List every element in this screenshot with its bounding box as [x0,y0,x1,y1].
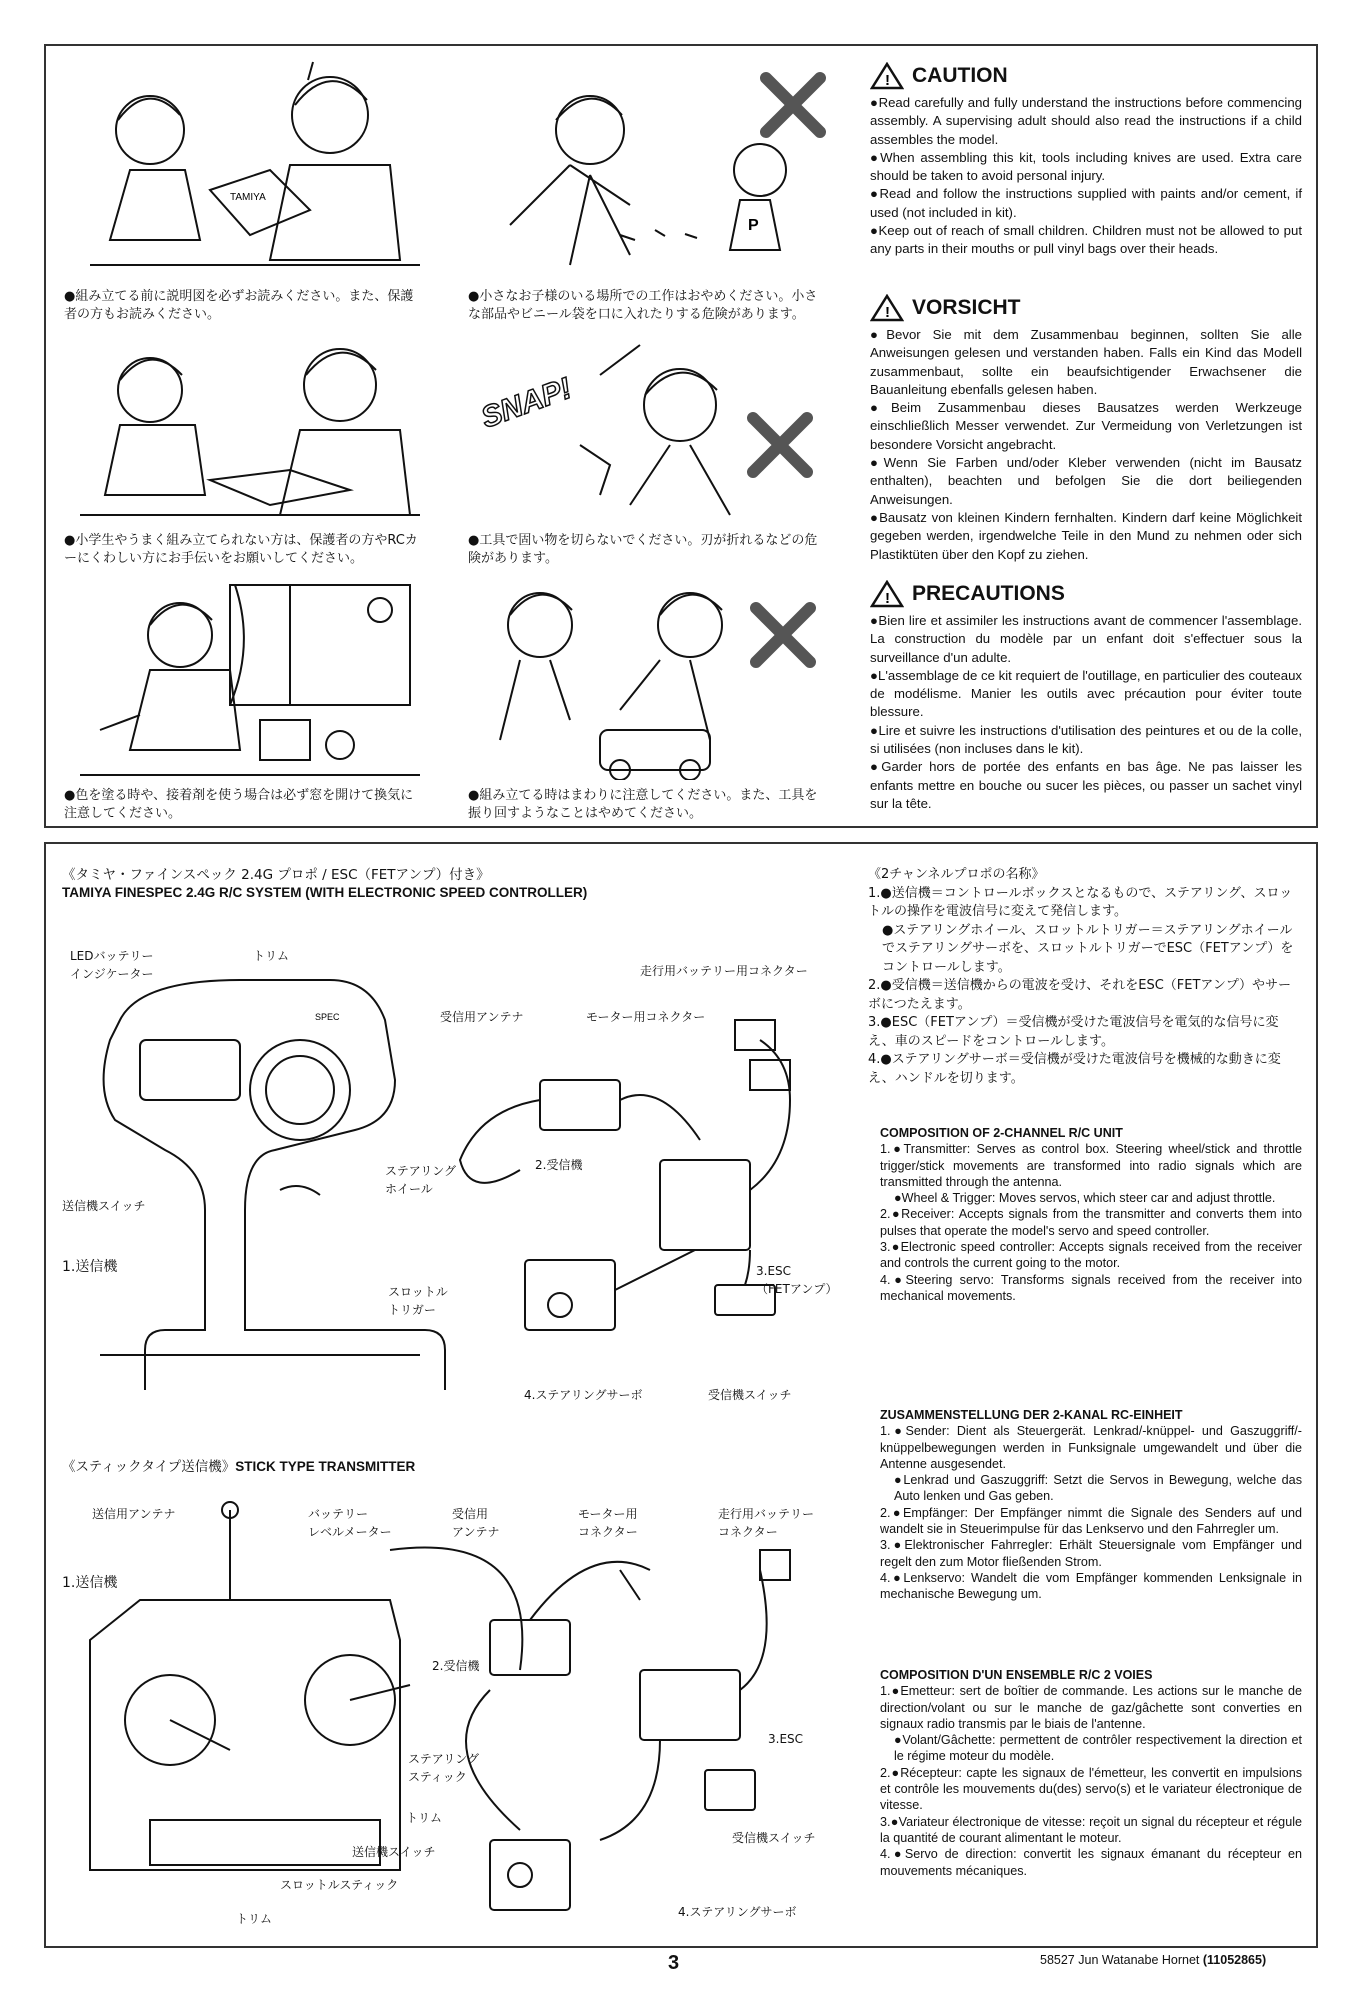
label-motor-connector: モーター用コネクター [586,1010,706,1024]
rc-names-jp-title: 《2チャンネルプロポの名称》 [868,867,1045,882]
caution-title: CAUTION [912,64,1008,87]
page-number: 3 [668,1952,680,1974]
system-title-en: TAMIYA FINESPEC 2.4G R/C SYSTEM (WITH ELECTRONIC SPEED CONTROLLER) [62,885,588,900]
label-stick-rx-antenna: 受信用 アンテナ [452,1507,500,1539]
system-title-jp: 《タミヤ・ファインスペック 2.4G プロポ / ESC（FETアンプ）付き》 [62,867,490,883]
precautions-title: PRECAUTIONS [912,582,1065,605]
label-battery-connector: 走行用バッテリー用コネクター [640,964,808,978]
footer-kit-code: 58527 [1040,1953,1075,1967]
label-led-indicator: LEDバッテリー インジケーター [70,949,154,981]
composition-en-item: 2.●Receiver: Accepts signals from the transmitter and converts them into pulses that operate the model's servo and speed controller. [880,1207,1302,1238]
caution-item: ●Read and follow the instructions supplied with paints and/or cement, if used (not included in kit). [870,186,1302,220]
vorsicht-item: ●Bevor Sie mit dem Zusammenbau beginnen, sollten Sie alle Anweisungen gelesen und verstanden haben. Falls ein Kind das Modell zusammenbaut, sollte ein beaufsichtigender Erwachsener die Bauanleitung ebenfalls gelesen haben. [870,327,1302,397]
illustration-painting-window [60,580,440,780]
composition-de [880,1407,1302,1603]
label-stick-trim-2: トリム [236,1912,273,1926]
svg-text:!: ! [885,304,890,321]
label-receiver: 2.受信機 [535,1158,583,1172]
label-stick-motor-connector: モーター用 コネクター [578,1507,638,1539]
precautions-item: ●Lire et suivre les instructions d'utilisation des peintures et ou de la colle, si utilisées (non incluses dans le kit). [870,722,1302,757]
x-mark-icon [745,410,815,480]
label-stick-servo: 4.ステアリングサーボ [678,1905,797,1919]
label-rx-antenna: 受信用アンテナ [440,1010,524,1024]
label-throttle-trigger: スロットル トリガー [388,1285,448,1317]
composition-en-item: 3.●Electronic speed controller: Accepts signals received from the receiver and controls the current going to the motor. [880,1240,1302,1271]
snap-word: SNAP! [476,371,576,435]
composition-de-item: 4.●Lenkservo: Wandelt die vom Empfänger kommenden Lenksignale in mechanische Bewegung um. [880,1570,1302,1602]
composition-de-item: 1.●Sender: Dient als Steuergerät. Lenkrad/-knüppel- und Gaszuggriff/- knüppelbewegungen werden in Funksignale umgewandelt und über die Antenne ausgesendet. [880,1424,1302,1471]
label-steering-servo: 4.ステアリングサーボ [524,1388,643,1402]
svg-text:!: ! [885,590,890,607]
illustration-reading-instructions [60,60,440,275]
warning-triangle-icon [870,294,904,322]
caution-block [870,62,1302,259]
footer-doc-code: (11052865) [1202,1953,1267,1967]
label-stick-steering: ステアリング スティック [408,1752,480,1784]
vorsicht-heading [870,294,1302,322]
composition-en-item: ●Wheel & Trigger: Moves servos, which steer car and adjust throttle. [894,1191,1276,1206]
label-stick-esc: 3.ESC [768,1732,804,1746]
composition-de-title: ZUSAMMENSTELLUNG DER 2-KANAL RC-EINHEIT [880,1408,1183,1422]
label-esc: 3.ESC （FETアンプ） [756,1264,838,1296]
panel-text-2: ●小さなお子様のいる場所での工作はおやめください。小さな部品やビニール袋を口に入れたりする危険があります。 [468,289,818,322]
label-tx-switch: 送信機スイッチ [62,1199,146,1213]
stick-title-en: STICK TYPE TRANSMITTER [235,1459,416,1474]
rc-names-jp-item: 2.●受信機＝送信機からの電波を受け、それをESC（FETアンプ）やサーボにつたえます。 [868,978,1292,1012]
composition-en-title: COMPOSITION OF 2-CHANNEL R/C UNIT [880,1126,1123,1140]
vorsicht-title: VORSICHT [912,296,1021,319]
panel-text-4: ●工具で固い物を切らないでください。刃が折れるなどの危険があります。 [468,533,818,566]
label-stick-throttle: スロットルスティック [280,1878,399,1892]
label-stick-battery-connector: 走行用バッテリー コネクター [718,1507,815,1539]
composition-de-item: ●Lenkrad und Gaszuggriff: Setzt die Servos in Bewegung, welche das Auto lenken und Gas geben. [894,1473,1302,1504]
transmitter-brand: SPEC [315,1012,340,1022]
footer-kit-name: Jun Watanabe Hornet [1078,1953,1200,1967]
panel-text-1: ●組み立てる前に説明図を必ずお読みください。また、保護者の方もお読みください。 [64,289,414,322]
label-stick-tx-antenna: 送信用アンテナ [92,1507,176,1521]
rc-names-jp-item: 3.●ESC（FETアンプ）＝受信機が受けた電波信号を電気的な信号に変え、車のスピードをコントロールします。 [868,1015,1279,1049]
label-transmitter: 1.送信機 [62,1259,118,1275]
rc-names-jp [868,866,1302,1088]
vorsicht-item: ●Beim Zusammenbau dieses Bausatzes werden Werkzeuge einschließlich Messer verwendet. Zur Vermeidung von Verletzungen ist besondere Vorsicht angebracht. [870,400,1302,452]
composition-fr [880,1667,1302,1879]
x-mark-icon [758,70,828,140]
composition-fr-item: 4.●Servo de direction: convertit les signaux émanant du récepteur en mouvements mécaniques. [880,1847,1302,1878]
precautions-heading [870,580,1302,608]
composition-fr-title: COMPOSITION D'UN ENSEMBLE R/C 2 VOIES [880,1668,1153,1682]
precautions-item: ●Bien lire et assimiler les instructions avant de commencer l'assemblage. La construction du modèle par un enfant doit s'effectuer sous la surveillance d'un adulte. [870,613,1302,665]
caution-item: ●When assembling this kit, tools including knives are used. Extra care should be taken to avoid personal injury. [870,149,1302,184]
label-rx-switch: 受信機スイッチ [708,1388,792,1402]
composition-en [880,1125,1302,1304]
svg-text:P: P [748,217,759,234]
caution-heading [870,62,1302,90]
label-stick-receiver: 2.受信機 [432,1659,480,1673]
rc-names-jp-item: 1.●送信機＝コントロールボックスとなるもので、ステアリング、スロットルの操作を電波信号に変えて発信します。 [868,885,1293,919]
stick-title-jp: 《スティックタイプ送信機》 [62,1459,236,1475]
panel-text-5: ●色を塗る時や、接着剤を使う場合は必ず窓を開けて換気に注意してください。 [64,788,414,821]
label-stick-battery-meter: バッテリー レベルメーター [308,1507,392,1539]
label-stick-transmitter: 1.送信機 [62,1575,118,1591]
x-mark-icon [748,600,818,670]
precautions-item: ●L'assemblage de ce kit requiert de l'outillage, en particulier des couteaux de modélisme. Manier les outils avec précaution pour éviter toute blessure. [870,667,1302,720]
label-steering-wheel: ステアリング ホイール [385,1164,457,1196]
panel-text-3: ●小学生やうまく組み立てられない方は、保護者の方やRCカーにくわしい方にお手伝いをお願いしてください。 [64,533,418,566]
label-stick-rx-switch: 受信機スイッチ [732,1831,816,1845]
label-stick-tx-switch: 送信機スイッチ [352,1845,436,1859]
warning-triangle-icon [870,580,904,608]
composition-en-item: 4.●Steering servo: Transforms signals received from the receiver into mechanical movements. [880,1272,1302,1303]
svg-text:!: ! [885,72,890,89]
composition-de-item: 3.●Elektronischer Fahrregler: Erhält Steuersignale vom Empfänger und regelt den zum Motor fließenden Strom. [880,1538,1302,1569]
precautions-item: ●Garder hors de portée des enfants en bas âge. Ne pas laisser les enfants mettre en bouche ou sucer les pièces, ou passer un sachet vinyl sur la tête. [870,759,1302,811]
composition-fr-item: 3.●Variateur électronique de vitesse: reçoit un signal du récepteur et régule la quantité de courant alimentant le moteur. [880,1814,1302,1845]
rc-names-jp-item: ●ステアリングホイール、スロットルトリガー＝ステアリングホイールでステアリングサーボを、スロットルトリガーでESC（FETアンプ）をコントロールします。 [882,922,1294,975]
caution-item: ●Keep out of reach of small children. Children must not be allowed to put any parts in their mouths or pull vinyl bags over their heads. [870,223,1302,257]
composition-en-item: 1.●Transmitter: Serves as control box. Steering wheel/stick and throttle trigger/stick movements are transformed into radio signals which are transmitted through the antenna. [880,1142,1302,1189]
vorsicht-block [870,294,1302,564]
composition-de-item: 2.●Empfänger: Der Empfänger nimmt die Signale des Senders auf und wandelt sie in Steuerimpulse für das Lenkservo und den Fahrregler um. [880,1505,1302,1537]
rc-names-jp-item: 4.●ステアリングサーボ＝受信機が受けた電波信号を機械的な動きに変え、ハンドルを切ります。 [868,1052,1281,1086]
composition-fr-item: 1.●Emetteur: sert de boîtier de commande. Les actions sur le manche de direction/volant ou sur le manche de gaz/gâchette sont converties en signaux radio transmis par le biais de l'antenne. [880,1684,1302,1731]
footer-kit-info [1040,1953,1266,1967]
composition-fr-item: 2.●Récepteur: capte les signaux de l'émetteur, les convertit en impulsions et contrôle les mouvements du(des) servo(s) et le variateur électronique de vitesse. [880,1765,1302,1813]
stick-title [62,1455,415,1475]
illustration-adult-helping [60,335,440,525]
panel-text-6: ●組み立てる時はまわりに注意してください。また、工具を振り回すようなことはやめてください。 [468,788,818,821]
svg-text:TAMIYA: TAMIYA [230,192,266,203]
composition-fr-item: ●Volant/Gâchette: permettent de contrôler respectivement la direction et le régime moteur du modèle. [894,1733,1302,1764]
vorsicht-item: ●Wenn Sie Farben und/oder Kleber verwenden (nicht im Bausatz enthalten), beachten und befolgen Sie die dort beiliegenden Anweisungen. [870,455,1302,507]
precautions-block [870,580,1302,813]
label-stick-trim: トリム [406,1811,443,1825]
caution-item: ●Read carefully and fully understand the instructions before commencing assembly. A supervising adult should also read the instructions if a child assembles the model. [870,95,1302,147]
vorsicht-item: ●Bausatz von kleinen Kindern fernhalten. Kindern darf keine Möglichkeit gegeben werden, irgendwelche Teile in den Mund zu nehmen oder sich Plastiktüten über den Kopf zu ziehen. [870,509,1302,562]
warning-triangle-icon [870,62,904,90]
label-trim: トリム [253,949,290,963]
stick-transmitter-diagram [60,1490,860,1930]
